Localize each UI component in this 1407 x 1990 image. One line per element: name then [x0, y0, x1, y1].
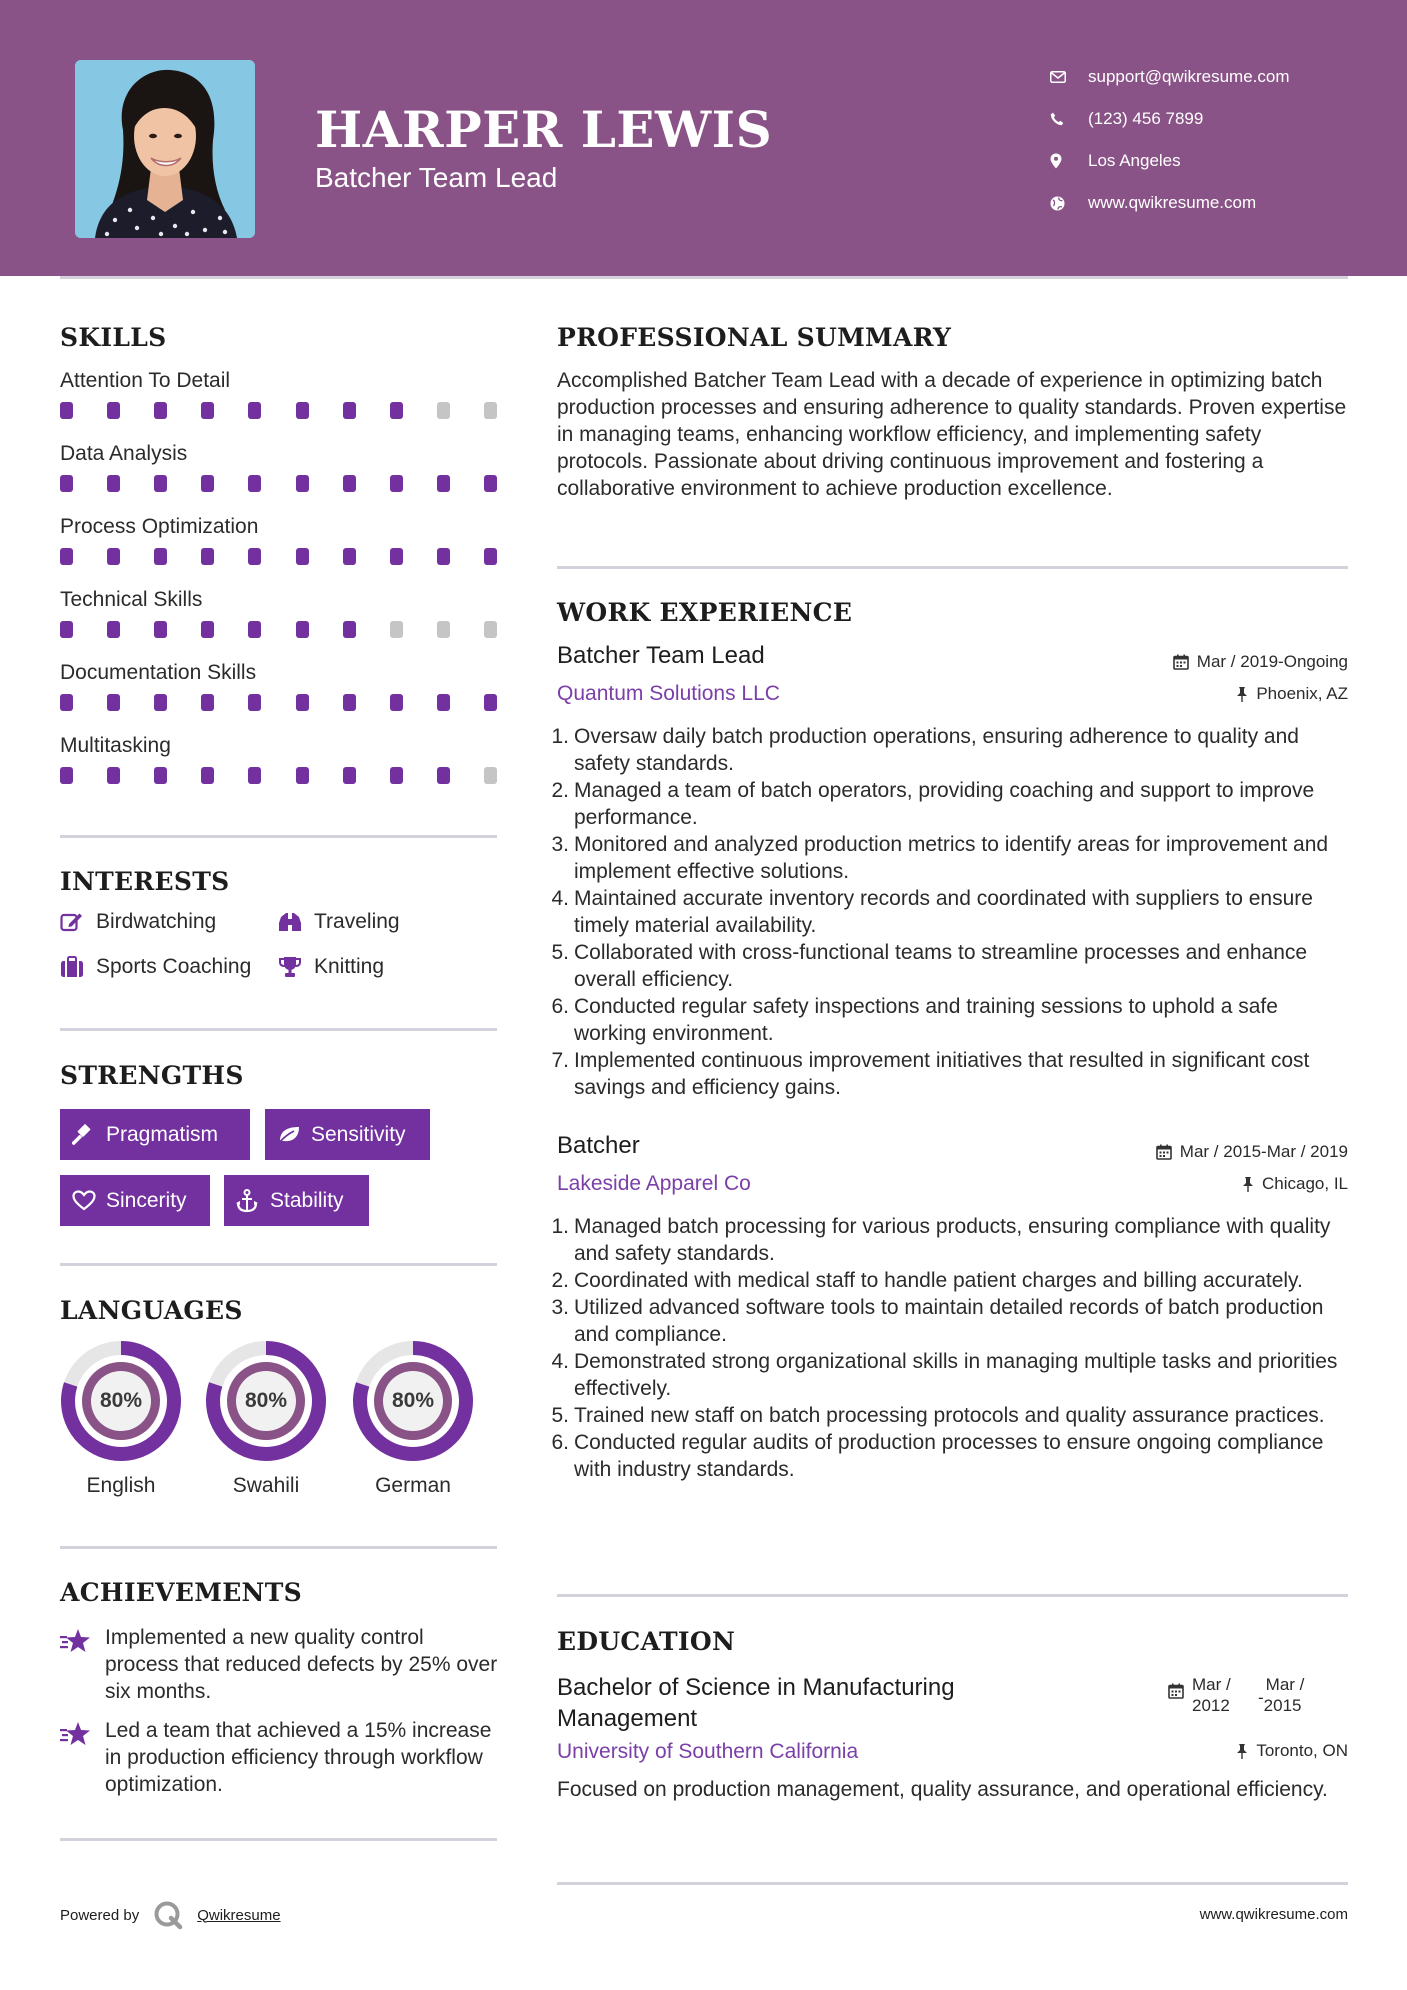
rating-dot-filled — [107, 621, 120, 638]
job-dates-text: Mar / 2015-Mar / 2019 — [1179, 1142, 1348, 1161]
interests-divider — [60, 1028, 497, 1031]
rating-dot-filled — [296, 475, 309, 492]
candidate-title: Batcher Team Lead — [315, 162, 558, 193]
job-location-text: Chicago, IL — [1262, 1174, 1348, 1193]
calendar-icon — [1156, 1144, 1172, 1160]
contact-list — [1050, 56, 1290, 224]
skill-name: Attention To Detail — [60, 369, 231, 392]
rating-dot-filled — [296, 548, 309, 565]
job-title: Batcher Team Lead — [557, 642, 765, 669]
contact-location-text: Los Angeles — [1088, 151, 1181, 170]
experience-divider — [557, 1594, 1348, 1597]
job-title: Batcher — [557, 1132, 640, 1159]
list-text: Implemented continuous improvement initiatives that resulted in significant cost savings and efficiency gains. — [574, 1049, 1310, 1099]
list-text: Monitored and analyzed production metrics to identify areas for improvement and implement effective solutions. — [574, 833, 1329, 883]
list-item — [551, 723, 1347, 777]
list-number: 6. — [551, 1431, 569, 1454]
pushpin-icon — [1236, 1743, 1248, 1759]
rating-dot-filled — [60, 475, 73, 492]
rating-dot-filled — [60, 767, 73, 784]
achievements-heading: ACHIEVEMENTS — [60, 1578, 302, 1607]
list-text: Demonstrated strong organizational skills in managing multiple tasks and priorities effectively. — [574, 1350, 1338, 1400]
summary-divider — [557, 566, 1348, 569]
date-separator: - — [1258, 1688, 1264, 1707]
heart-icon — [72, 1190, 102, 1211]
list-item — [551, 1213, 1347, 1267]
rating-dot-filled — [390, 475, 403, 492]
qwikresume-link[interactable]: Qwikresume — [197, 1906, 281, 1924]
edit-icon — [60, 911, 96, 933]
rating-dot-filled — [154, 475, 167, 492]
list-number: 1. — [551, 725, 569, 748]
rating-dot-filled — [437, 767, 450, 784]
skill-item — [60, 585, 500, 658]
rating-dot-filled — [248, 548, 261, 565]
rating-dot-filled — [60, 548, 73, 565]
education-location-text: Toronto, ON — [1256, 1741, 1348, 1760]
interest-item — [278, 910, 400, 934]
rating-dot-filled — [343, 548, 356, 565]
rating-dot-filled — [201, 548, 214, 565]
powered-by-label: Powered by — [60, 1906, 140, 1924]
interest-label: Sports Coaching — [96, 955, 252, 978]
skills-divider — [60, 835, 497, 838]
list-item — [551, 885, 1347, 939]
rating-dot-empty — [437, 402, 450, 419]
rating-dot-filled — [437, 475, 450, 492]
rating-dot-filled — [484, 694, 497, 711]
achievement-text: Implemented a new quality control process that reduced defects by 25% over six months. — [105, 1626, 498, 1703]
list-item — [551, 777, 1347, 831]
skill-rating — [60, 694, 497, 711]
interest-item — [60, 955, 251, 979]
rating-dot-empty — [484, 767, 497, 784]
language-progress-ring — [60, 1340, 182, 1462]
phone-icon — [1050, 112, 1088, 126]
rating-dot-filled — [60, 694, 73, 711]
pushpin-icon — [1242, 1176, 1254, 1192]
education-location — [1236, 1741, 1348, 1761]
list-text: Coordinated with medical staff to handle patient charges and billing accurately. — [574, 1269, 1303, 1292]
rating-dot-filled — [390, 694, 403, 711]
languages-divider — [60, 1546, 497, 1549]
strength-label: Stability — [270, 1188, 344, 1212]
achievement-text: Led a team that achieved a 15% increase in production efficiency through workflow optimization. — [105, 1719, 492, 1796]
rating-dot-filled — [107, 694, 120, 711]
language-percent: 80% — [391, 1389, 435, 1412]
strength-badge — [60, 1109, 250, 1160]
achievements-divider — [60, 1838, 497, 1841]
job-dates-text: Mar / 2019-Ongoing — [1196, 652, 1348, 671]
rating-dot-filled — [390, 402, 403, 419]
rating-dot-filled — [201, 767, 214, 784]
leaf-icon — [277, 1125, 307, 1145]
trophy-icon — [278, 956, 314, 978]
contact-phone[interactable] — [1050, 98, 1290, 140]
header-divider — [60, 276, 1348, 279]
skills-list — [60, 366, 500, 804]
skills-heading: SKILLS — [60, 323, 167, 352]
education-heading: EDUCATION — [557, 1627, 736, 1656]
list-number: 4. — [551, 1350, 569, 1373]
summary-heading: PROFESSIONAL SUMMARY — [557, 323, 952, 352]
binoculars-icon — [278, 911, 314, 933]
skill-item — [60, 731, 500, 804]
language-progress-ring — [352, 1340, 474, 1462]
interest-label: Knitting — [314, 955, 385, 978]
education-start-date — [1192, 1674, 1250, 1716]
rating-dot-filled — [296, 402, 309, 419]
profile-photo — [75, 60, 255, 238]
interest-label: Birdwatching — [96, 910, 217, 933]
education-dates — [1168, 1674, 1304, 1716]
education-end-month: Mar / — [1265, 1675, 1305, 1694]
gavel-icon — [72, 1124, 102, 1146]
rating-dot-filled — [248, 402, 261, 419]
rating-dot-filled — [343, 402, 356, 419]
calendar-icon — [1168, 1683, 1184, 1704]
language-item — [352, 1340, 474, 1498]
candidate-name: HARPER LEWIS — [315, 100, 773, 159]
education-start-year: 2012 — [1192, 1696, 1230, 1715]
skill-name: Data Analysis — [60, 442, 188, 465]
list-item — [551, 939, 1347, 993]
calendar-icon — [1173, 654, 1189, 670]
education-end-date — [1264, 1674, 1305, 1716]
rating-dot-filled — [107, 548, 120, 565]
rating-dot-filled — [154, 621, 167, 638]
rating-dot-filled — [154, 548, 167, 565]
strength-badge — [265, 1109, 430, 1160]
school-name: University of Southern California — [557, 1740, 859, 1763]
list-item — [551, 1267, 1347, 1294]
skill-name: Technical Skills — [60, 588, 203, 611]
list-number: 2. — [551, 779, 569, 802]
job-responsibilities — [551, 723, 1347, 1101]
rating-dot-filled — [437, 548, 450, 565]
rating-dot-filled — [154, 767, 167, 784]
rating-dot-filled — [343, 621, 356, 638]
skill-name: Multitasking — [60, 734, 171, 757]
contact-website-text: www.qwikresume.com — [1088, 193, 1257, 212]
rating-dot-filled — [154, 694, 167, 711]
strength-badge — [224, 1175, 369, 1226]
job-dates — [1156, 1142, 1348, 1162]
rating-dot-filled — [201, 694, 214, 711]
powered-by — [60, 1900, 281, 1930]
skill-rating — [60, 767, 497, 784]
skill-name: Documentation Skills — [60, 661, 257, 684]
list-number: 6. — [551, 995, 569, 1018]
interests-heading: INTERESTS — [60, 867, 230, 896]
language-name: Swahili — [232, 1474, 300, 1497]
job-location — [1236, 684, 1348, 704]
skill-item — [60, 439, 500, 512]
star-award-icon — [60, 1717, 105, 1798]
rating-dot-filled — [484, 548, 497, 565]
rating-dot-filled — [60, 621, 73, 638]
skill-item — [60, 366, 500, 439]
language-name: English — [86, 1474, 156, 1497]
list-text: Collaborated with cross-functional teams to streamline processes and enhance overall efficiency. — [574, 941, 1308, 991]
language-progress-ring — [205, 1340, 327, 1462]
list-number: 3. — [551, 1296, 569, 1319]
list-item — [551, 1348, 1347, 1402]
list-item — [551, 993, 1347, 1047]
list-text: Conducted regular safety inspections and training sessions to uphold a safe working environment. — [574, 995, 1278, 1045]
rating-dot-filled — [60, 402, 73, 419]
rating-dot-filled — [390, 767, 403, 784]
job-responsibilities — [551, 1213, 1347, 1483]
rating-dot-empty — [484, 621, 497, 638]
rating-dot-filled — [107, 475, 120, 492]
company-name: Lakeside Apparel Co — [557, 1172, 751, 1195]
skill-rating — [60, 548, 497, 565]
rating-dot-filled — [437, 694, 450, 711]
company-name: Quantum Solutions LLC — [557, 682, 780, 705]
list-text: Maintained accurate inventory records and coordinated with suppliers to ensure timely material availability. — [574, 887, 1313, 937]
skill-rating — [60, 621, 497, 638]
job-location-text: Phoenix, AZ — [1256, 684, 1348, 703]
list-number: 1. — [551, 1215, 569, 1238]
rating-dot-filled — [154, 402, 167, 419]
rating-dot-filled — [201, 475, 214, 492]
qwikresume-logo-icon — [153, 1900, 183, 1930]
contact-location — [1050, 140, 1290, 182]
interest-item — [60, 910, 216, 934]
list-number: 3. — [551, 833, 569, 856]
list-text: Managed batch processing for various products, ensuring compliance with quality and safety standards. — [574, 1215, 1331, 1265]
rating-dot-filled — [343, 475, 356, 492]
contact-phone-text: (123) 456 7899 — [1088, 109, 1204, 128]
rating-dot-filled — [248, 621, 261, 638]
list-item — [551, 1294, 1347, 1348]
education-description: Focused on production management, quality assurance, and operational efficiency. — [557, 1778, 1328, 1801]
language-percent: 80% — [99, 1389, 143, 1412]
list-text: Trained new staff on batch processing protocols and quality assurance practices. — [574, 1404, 1325, 1427]
job-location — [1242, 1174, 1348, 1194]
achievement-item — [60, 1717, 500, 1798]
rating-dot-filled — [296, 621, 309, 638]
rating-dot-filled — [390, 548, 403, 565]
skill-item — [60, 658, 500, 731]
strengths-divider — [60, 1263, 497, 1266]
summary-text: Accomplished Batcher Team Lead with a decade of experience in optimizing batch production processes and ensuring adherence to quality standards. Proven expertise in managing teams, enhancing workflow efficiency, and implementing safety protocols. Passionate about driving continuous improvement and fostering a collaborative environment to achieve production excellence. — [557, 369, 1347, 500]
anchor-icon — [236, 1189, 266, 1213]
list-text: Oversaw daily batch production operations, ensuring adherence to quality and safety standards. — [574, 725, 1299, 775]
rating-dot-empty — [437, 621, 450, 638]
interest-item — [278, 955, 384, 979]
rating-dot-filled — [248, 475, 261, 492]
contact-email-text: support@qwikresume.com — [1088, 67, 1290, 86]
rating-dot-filled — [296, 694, 309, 711]
list-item — [551, 1402, 1347, 1429]
education-start-month: Mar / — [1192, 1675, 1231, 1694]
list-number: 5. — [551, 941, 569, 964]
contact-website[interactable] — [1050, 182, 1290, 224]
map-pin-icon — [1050, 153, 1088, 169]
footer-website-link[interactable]: www.qwikresume.com — [1199, 1906, 1348, 1923]
degree-line-2: Management — [557, 1705, 698, 1732]
envelope-icon — [1050, 71, 1088, 83]
resume-header — [0, 0, 1407, 276]
list-text: Utilized advanced software tools to maintain detailed records of batch production and compliance. — [574, 1296, 1324, 1346]
strengths-heading: STRENGTHS — [60, 1061, 244, 1090]
list-item — [551, 831, 1347, 885]
rating-dot-filled — [248, 694, 261, 711]
rating-dot-filled — [296, 767, 309, 784]
list-text: Conducted regular audits of production processes to ensure ongoing compliance with industry standards. — [574, 1431, 1324, 1481]
list-number: 7. — [551, 1049, 569, 1072]
degree-line-1: Bachelor of Science in Manufacturing — [557, 1674, 955, 1701]
rating-dot-filled — [201, 621, 214, 638]
list-item — [551, 1429, 1347, 1483]
list-item — [551, 1047, 1347, 1101]
achievement-item — [60, 1624, 500, 1705]
strength-label: Sensitivity — [311, 1122, 406, 1146]
rating-dot-filled — [201, 402, 214, 419]
education-divider — [557, 1882, 1348, 1885]
rating-dot-filled — [107, 402, 120, 419]
skill-name: Process Optimization — [60, 515, 259, 538]
list-number: 4. — [551, 887, 569, 910]
star-award-icon — [60, 1624, 105, 1705]
language-percent: 80% — [244, 1389, 288, 1412]
pushpin-icon — [1236, 686, 1248, 702]
rating-dot-filled — [248, 767, 261, 784]
rating-dot-filled — [343, 694, 356, 711]
education-end-year: 2015 — [1263, 1696, 1302, 1715]
language-item — [60, 1340, 182, 1498]
list-text: Managed a team of batch operators, providing coaching and support to improve performance. — [574, 779, 1315, 829]
interest-label: Traveling — [314, 910, 400, 933]
degree-title — [557, 1672, 955, 1734]
rating-dot-empty — [484, 402, 497, 419]
strength-label: Pragmatism — [106, 1122, 219, 1146]
rating-dot-filled — [107, 767, 120, 784]
rating-dot-empty — [390, 621, 403, 638]
strength-label: Sincerity — [106, 1188, 187, 1212]
contact-email[interactable] — [1050, 56, 1290, 98]
language-item — [205, 1340, 327, 1498]
skill-item — [60, 512, 500, 585]
rating-dot-filled — [484, 475, 497, 492]
language-name: German — [375, 1474, 451, 1497]
list-number: 2. — [551, 1269, 569, 1292]
rating-dot-filled — [343, 767, 356, 784]
languages-heading: LANGUAGES — [60, 1296, 243, 1325]
skill-rating — [60, 475, 497, 492]
briefcase-icon — [60, 956, 96, 978]
experience-heading: WORK EXPERIENCE — [557, 598, 853, 627]
list-number: 5. — [551, 1404, 569, 1427]
skill-rating — [60, 402, 497, 419]
job-dates — [1173, 652, 1348, 672]
globe-icon — [1050, 196, 1088, 211]
strength-badge — [60, 1175, 210, 1226]
